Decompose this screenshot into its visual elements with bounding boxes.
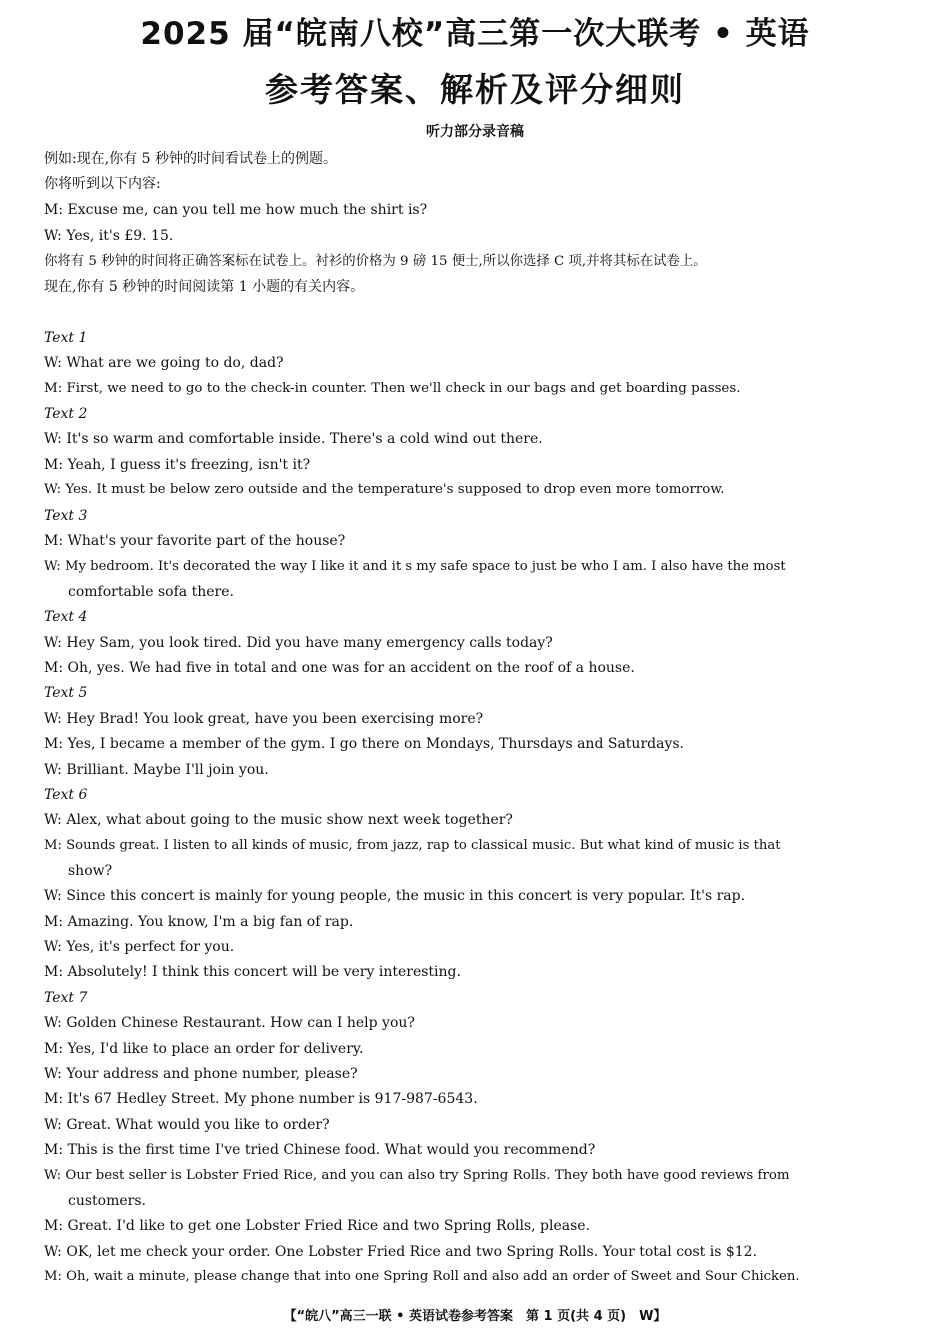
- dialogue-line: M: Sounds great. I listen to all kinds of music, from jazz, rap to classical music. But what kind of music is that: [44, 838, 781, 853]
- dialogue-line: W: OK, let me check your order. One Lobster Fried Rice and two Spring Rolls. Your total cost is $12.: [44, 1244, 758, 1260]
- dialogue-line-continued: customers.: [68, 1193, 146, 1209]
- text-5-label: Text 5: [44, 685, 88, 701]
- page-footer: 【“皖八”高三一联 • 英语试卷参考答案 第 1 页(共 4 页) W】: [283, 1309, 667, 1324]
- text-1-label: Text 1: [44, 330, 88, 346]
- dialogue-line: W: My bedroom. It's decorated the way I like it and it s my safe space to just be who I am. I also have the most: [44, 559, 786, 574]
- dialogue-line: W: Brilliant. Maybe I'll join you.: [44, 762, 269, 778]
- intro-line: 现在,你有 5 秒钟的时间阅读第 1 小题的有关内容。: [44, 279, 365, 295]
- dialogue-line-continued: comfortable sofa there.: [68, 584, 234, 600]
- text-3-label: Text 3: [44, 508, 88, 524]
- text-2-label: Text 2: [44, 406, 88, 422]
- text-7-label: Text 7: [44, 990, 88, 1006]
- text-4-label: Text 4: [44, 609, 88, 625]
- dialogue-line: M: Oh, yes. We had five in total and one was for an accident on the roof of a house.: [44, 660, 635, 676]
- dialogue-line: W: It's so warm and comfortable inside. There's a cold wind out there.: [44, 431, 543, 447]
- dialogue-line: M: This is the first time I've tried Chinese food. What would you recommend?: [44, 1142, 596, 1158]
- intro-line: 你将听到以下内容:: [44, 176, 161, 192]
- dialogue-line: W: Since this concert is mainly for young people, the music in this concert is very popular. It's rap.: [44, 888, 746, 904]
- dialogue-line: W: Golden Chinese Restaurant. How can I help you?: [44, 1015, 415, 1031]
- dialogue-line: M: Yes, I'd like to place an order for delivery.: [44, 1041, 364, 1057]
- section-heading: 听力部分录音稿: [426, 124, 524, 140]
- dialogue-line: W: Alex, what about going to the music show next week together?: [44, 812, 513, 828]
- dialogue-line: M: Amazing. You know, I'm a big fan of rap.: [44, 914, 354, 930]
- dialogue-line: W: Yes, it's perfect for you.: [44, 939, 235, 955]
- dialogue-line: W: Your address and phone number, please?: [44, 1066, 358, 1082]
- dialogue-line: M: Oh, wait a minute, please change that into one Spring Roll and also add an order of Sweet and Sour Chicken.: [44, 1269, 800, 1284]
- dialogue-line: M: Great. I'd like to get one Lobster Fried Rice and two Spring Rolls, please.: [44, 1218, 591, 1234]
- intro-dialogue-line: M: Excuse me, can you tell me how much the shirt is?: [44, 202, 428, 218]
- text-6-label: Text 6: [44, 787, 88, 803]
- intro-dialogue-line: W: Yes, it's £9. 15.: [44, 228, 174, 244]
- dialogue-line: M: It's 67 Hedley Street. My phone number is 917-987-6543.: [44, 1091, 478, 1107]
- dialogue-line: W: Hey Brad! You look great, have you been exercising more?: [44, 711, 484, 727]
- intro-line: 例如:现在,你有 5 秒钟的时间看试卷上的例题。: [44, 151, 337, 167]
- dialogue-line: W: Great. What would you like to order?: [44, 1117, 330, 1133]
- dialogue-line-continued: show?: [68, 863, 113, 879]
- dialogue-line: W: What are we going to do, dad?: [44, 355, 284, 371]
- document-subtitle: 参考答案、解析及评分细则: [265, 70, 685, 109]
- intro-line: 你将有 5 秒钟的时间将正确答案标在试卷上。衬衫的价格为 9 磅 15 便士,所以你选择 C 项,并将其标在试卷上。: [44, 254, 707, 269]
- dialogue-line: M: Absolutely! I think this concert will be very interesting.: [44, 964, 461, 980]
- dialogue-line: M: Yes, I became a member of the gym. I go there on Mondays, Thursdays and Saturdays.: [44, 736, 684, 752]
- dialogue-line: M: What's your favorite part of the house?: [44, 533, 346, 549]
- dialogue-line: M: Yeah, I guess it's freezing, isn't it?: [44, 457, 311, 473]
- dialogue-line: W: Yes. It must be below zero outside and the temperature's supposed to drop even more tomorrow.: [44, 482, 725, 497]
- dialogue-line: W: Our best seller is Lobster Fried Rice, and you can also try Spring Rolls. They both have good reviews from: [44, 1168, 790, 1183]
- document-title: 2025 届“皖南八校”高三第一次大联考 • 英语: [140, 16, 810, 52]
- dialogue-line: W: Hey Sam, you look tired. Did you have many emergency calls today?: [44, 635, 553, 651]
- dialogue-line: M: First, we need to go to the check-in counter. Then we'll check in our bags and get boarding passes.: [44, 381, 741, 396]
